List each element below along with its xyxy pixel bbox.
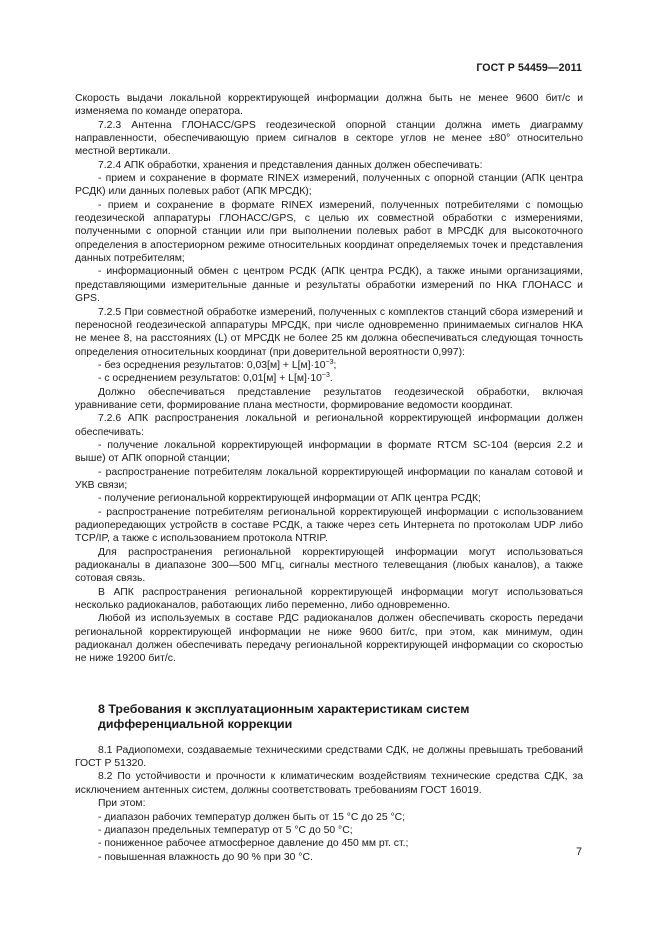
list-item: - распространение потребителям региональной корректирующей информации с использованием радиопередающих устройств в составе РСДК, а также через сеть Интернета по протоколам UDP либо TCP/IP, а также с использованием протокола NTRIP. <box>75 506 583 545</box>
page-number: 7 <box>576 846 582 858</box>
list-item: - прием и сохранение в формате RINEX измерений, полученных с опорной станции (АПК центра РСДК) или данных полевых работ (АПК МРСДК); <box>75 173 583 198</box>
paragraph: 7.2.3 Антенна ГЛОНАСС/GPS геодезической опорной станции должна иметь диаграмму направленности, обеспечивающую прием сигналов в секторе углов не менее ±80° относительно местной вертикали. <box>75 119 583 158</box>
list-item: - получение локальной корректирующей информации в формате RTCM SC-104 (версия 2.2 и выше) от АПК опорной станции; <box>75 439 583 465</box>
list-item: - пониженное рабочее атмосферное давление до 450 мм рт. ст.; <box>98 838 409 850</box>
list-item: - информационный обмен с центром РСДК (АПК центра РСДК), а также иными организациями, представляющими измерительные данные и результаты обработки измерений по НКА ГЛОНАСС и GPS. <box>75 266 583 305</box>
formula-with-averaging: - с осреднением результатов: $0,01[м] + L[м]\cdot 10^{-3}$. <box>98 372 333 385</box>
paragraph: Любой из используемых в составе РДС радиоканалов должен обеспечивать скорость передачи региональной корректирующей информации не ниже 9600 бит/с, при этом, как минимум, один радиоканал должен обеспечивать передачу региональной корректирующей информации со скоростью не ниже 19200 бит/с. <box>75 613 583 665</box>
formula-without-averaging: - без осреднения результатов: $0,03[м] + L[м]\cdot 10^{-3}$; <box>98 358 337 371</box>
list-item: - распространение потребителям локальной корректирующей информации по каналам сотовой и УКВ связи; <box>75 466 583 491</box>
list-item: - прием и сохранение в формате RINEX измерений, полученных потребителями с помощью геодезической аппаратуры ГЛОНАСС/GPS, с целью их совместной обработки с измерениями, полученными с опорной станции или при выполнении полевых работ в МРСДК для высокоточного определения в апостериорном режиме относительных координат определяемых точек и представления данных потребителям; <box>75 199 583 265</box>
paragraph: 7.2.5 При совместной обработке измерений, полученных с комплектов станций сбора измерений и переносной геодезической аппаратуры МРСДК, при числе одновременно принимаемых сигналов НКА не менее 8, на расстояниях (L) от МРСДК не более 25 км должна обеспечиваться следующая точность определения относительных координат (при доверительной вероятности 0,997): <box>75 306 583 358</box>
paragraph: Должно обеспечиваться представление результатов геодезической обработки, включая уравнивание сети, формирование плана местности, формирование ведомости координат. <box>75 386 583 411</box>
document-header: ГОСТ Р 54459—2011 <box>476 62 582 74</box>
paragraph: 8.1 Радиопомехи, создаваемые техническими средствами СДК, не должны превышать требований ГОСТ Р 51320. <box>75 744 583 770</box>
paragraph: При этом: <box>98 798 146 810</box>
list-item: - получение региональной корректирующей информации от АПК центра РСДК; <box>98 493 481 505</box>
list-item: - диапазон предельных температур от 5 °С до 50 °С; <box>98 824 353 836</box>
paragraph: Скорость выдачи локальной корректирующей информации должна быть не менее 9600 бит/с и изменяема по команде оператора. <box>75 93 583 118</box>
section-8-heading: 8 Требования к эксплуатационным характеристикам систем дифференциальной коррекции <box>98 701 470 732</box>
paragraph: В АПК распространения региональной корректирующей информации могут использоваться несколько радиоканалов, работающих либо переменно, либо одновременно. <box>75 586 583 612</box>
paragraph: 7.2.6 АПК распространения локальной и региональной корректирующей информации должен обеспечивать: <box>75 413 583 438</box>
paragraph: Для распространения региональной корректирующей информации могут использоваться радиоканалы в диапазоне 300—500 МГц, сигналы местного телевещания (любых каналов), а также сотовая связь. <box>75 546 583 585</box>
paragraph: 7.2.4 АПК обработки, хранения и представления данных должен обеспечивать: <box>98 159 483 171</box>
list-item: - повышенная влажность до 90 % при 30 °С. <box>98 851 313 863</box>
list-item: - диапазон рабочих температур должен быть от 15 °С до 25 °С; <box>98 811 406 823</box>
page-body <box>75 92 583 864</box>
paragraph: 8.2 По устойчивости и прочности к климатическим воздействиям технические средства СДК, за исключением антенных систем, должны соответствовать требованиям ГОСТ 16019. <box>75 771 583 796</box>
